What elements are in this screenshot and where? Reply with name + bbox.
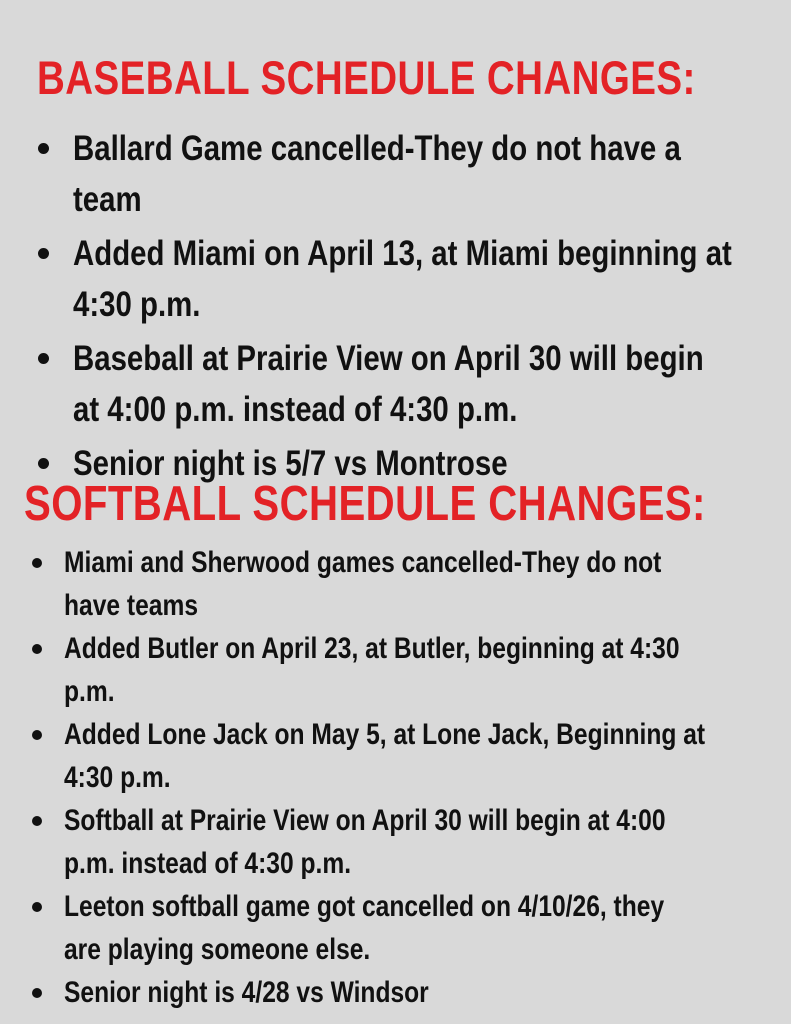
list-item (38, 228, 768, 330)
bullet-icon (38, 248, 49, 259)
list-item (32, 799, 772, 885)
list-item (32, 541, 772, 627)
bullet-icon (32, 644, 42, 654)
item-line: Baseball at Prairie View on April 30 will begin (73, 339, 704, 378)
item-line: Added Butler on April 23, at Butler, beginning at 4:30 (64, 632, 680, 665)
baseball-changes-list (38, 123, 768, 492)
bullet-icon (32, 902, 42, 912)
baseball-heading: BASEBALL SCHEDULE CHANGES: (37, 51, 696, 104)
item-line: Added Miami on April 13, at Miami beginning at (73, 234, 732, 273)
item-line: Added Lone Jack on May 5, at Lone Jack, Beginning at (64, 718, 706, 751)
list-item (32, 627, 772, 713)
bullet-icon (32, 816, 42, 826)
bullet-icon (32, 730, 42, 740)
softball-heading: SOFTBALL SCHEDULE CHANGES: (24, 477, 706, 531)
item-line: are playing someone else. (64, 933, 371, 966)
item-line: at 4:00 p.m. instead of 4:30 p.m. (73, 390, 518, 429)
item-line: Miami and Sherwood games cancelled-They do not (64, 546, 662, 579)
bullet-icon (32, 558, 42, 568)
item-line: Senior night is 5/7 vs Montrose (73, 444, 508, 483)
item-line: have teams (64, 589, 199, 622)
item-line: p.m. (64, 675, 115, 708)
bullet-icon (38, 458, 49, 469)
item-line: Senior night is 4/28 vs Windsor (64, 976, 429, 1009)
bullet-icon (38, 353, 49, 364)
list-item (32, 713, 772, 799)
list-item (38, 333, 768, 435)
softball-changes-list (32, 541, 772, 1014)
item-line: Leeton softball game got cancelled on 4/10/26, they (64, 890, 665, 923)
item-line: Ballard Game cancelled-They do not have a (73, 129, 681, 168)
item-line: p.m. instead of 4:30 p.m. (64, 847, 352, 880)
list-item (38, 123, 768, 225)
item-line: Softball at Prairie View on April 30 will begin at 4:00 (64, 804, 666, 837)
bullet-icon (32, 988, 42, 998)
item-line: 4:30 p.m. (73, 285, 201, 324)
item-line: 4:30 p.m. (64, 761, 171, 794)
list-item (32, 885, 772, 971)
list-item (32, 971, 772, 1014)
bullet-icon (38, 143, 49, 154)
item-line: team (73, 180, 142, 219)
